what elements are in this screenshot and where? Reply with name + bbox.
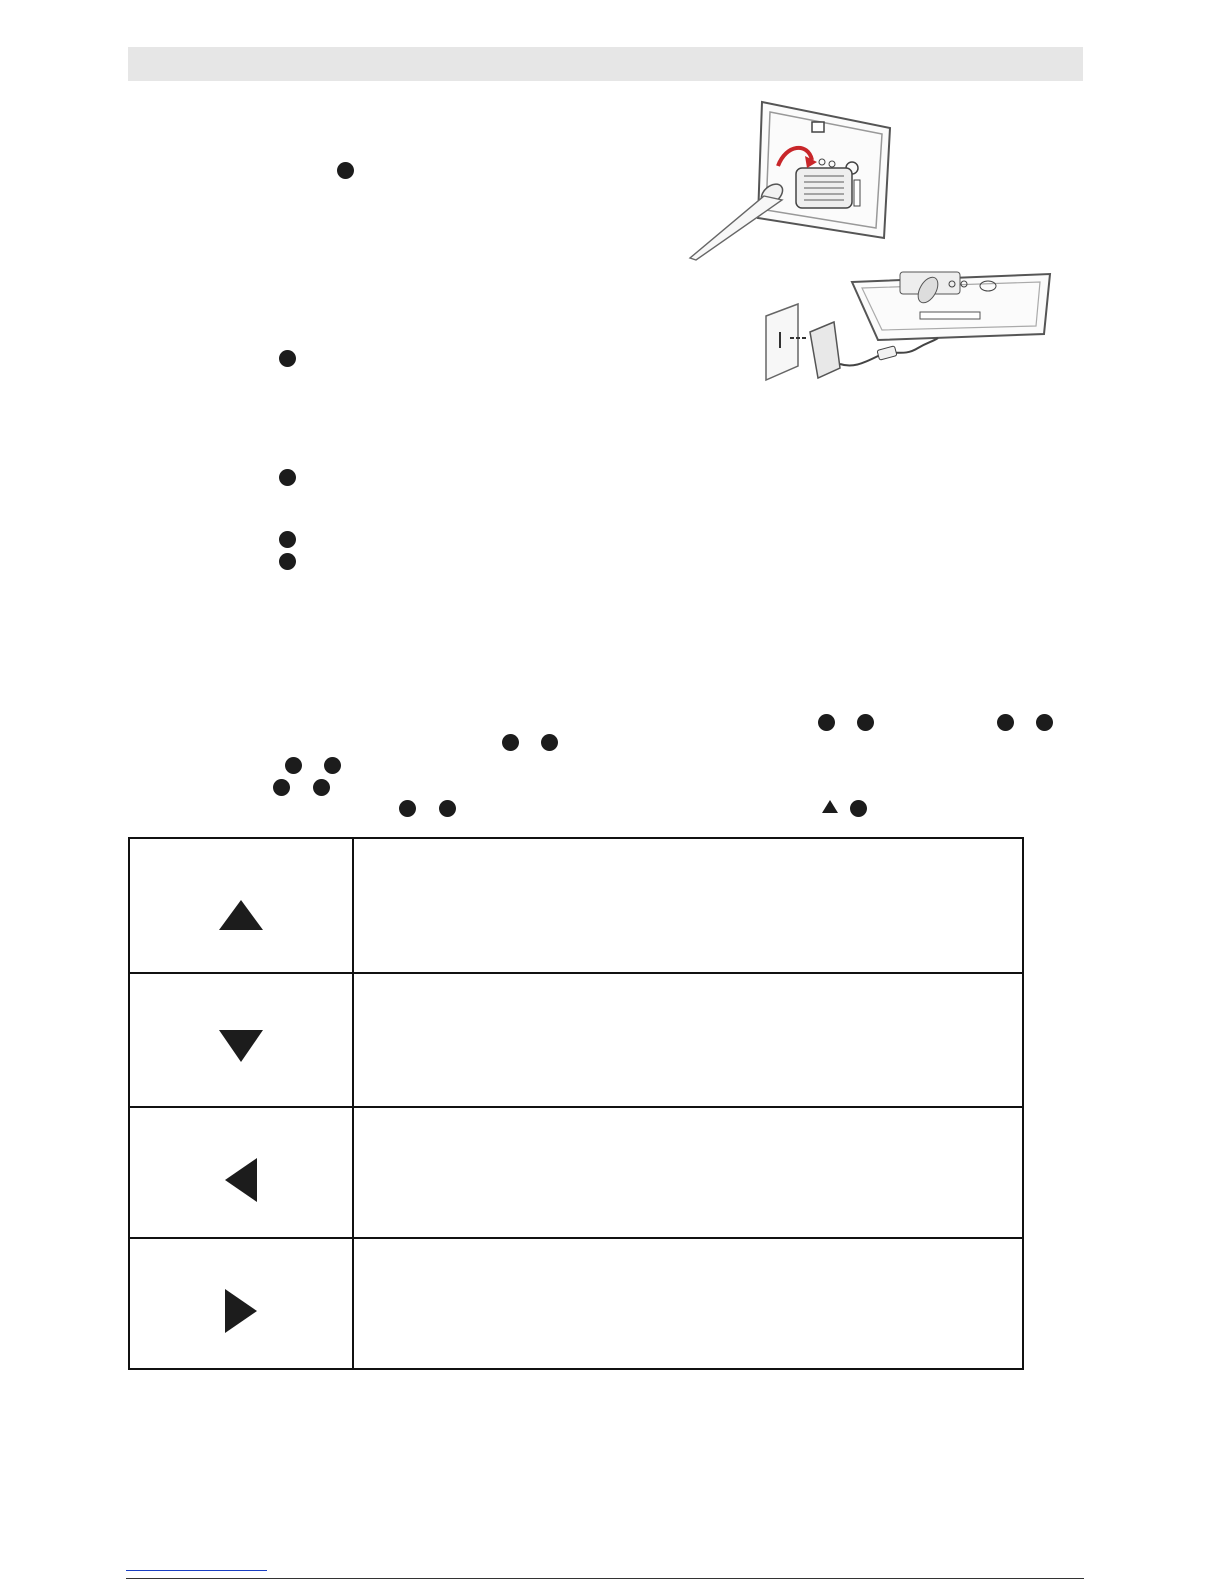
left-arrow-icon [225, 1158, 257, 1202]
bullet-dot [324, 757, 341, 774]
bullet-dot [279, 469, 296, 486]
key-description [356, 839, 1022, 972]
bullet-dot [285, 757, 302, 774]
navigation-key-table [128, 837, 1024, 1370]
key-description [356, 974, 1022, 1106]
bullet-dot [279, 531, 296, 548]
footer-link-underline[interactable] [126, 1570, 267, 1571]
bullet-dot [279, 350, 296, 367]
bullet-dot [1036, 714, 1053, 731]
section-header-bar [128, 47, 1083, 81]
bullet-dot [818, 714, 835, 731]
right-arrow-icon [225, 1289, 257, 1333]
bullet-dot [502, 734, 519, 751]
up-arrow-icon [219, 900, 263, 930]
bullet-dot [997, 714, 1014, 731]
table-row [130, 839, 1022, 972]
bullet-dot [850, 800, 867, 817]
key-description [356, 1239, 1022, 1368]
table-row [130, 972, 1022, 1106]
bullet-dot [399, 800, 416, 817]
bullet-dot [279, 553, 296, 570]
table-row [130, 1237, 1022, 1368]
bullet-dot [439, 800, 456, 817]
bullet-dot [273, 779, 290, 796]
footer-rule [126, 1578, 1084, 1579]
bullet-dot [857, 714, 874, 731]
down-arrow-icon [219, 1030, 263, 1062]
up-arrow-icon [822, 800, 838, 813]
power-adapter-connection-illustration [752, 268, 1062, 386]
bullet-dot [541, 734, 558, 751]
key-description [356, 1108, 1022, 1237]
table-row [130, 1106, 1022, 1237]
bullet-dot [313, 779, 330, 796]
frame-stand-attach-illustration [686, 98, 896, 266]
bullet-dot [337, 162, 354, 179]
